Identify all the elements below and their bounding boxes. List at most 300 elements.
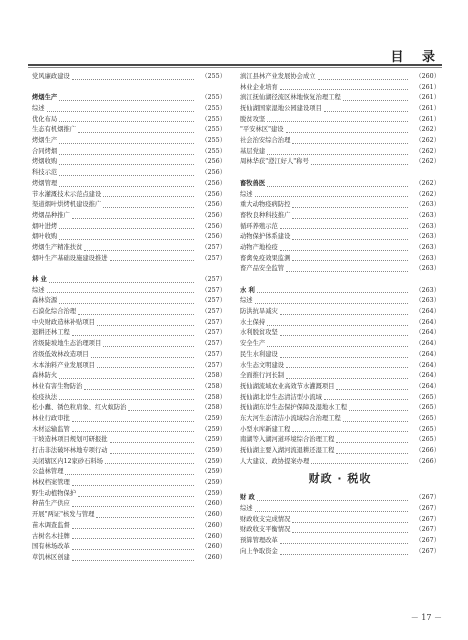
toc-entry[interactable] bbox=[240, 158, 440, 169]
toc-leader-dots bbox=[257, 292, 408, 293]
toc-entry-page: （262） bbox=[415, 190, 440, 198]
toc-entry[interactable] bbox=[240, 83, 440, 94]
toc-entry-title: 动物产地检疫 bbox=[240, 243, 278, 251]
toc-entry[interactable] bbox=[32, 296, 226, 307]
toc-entry-title: 草饥林区创建 bbox=[32, 553, 70, 561]
toc-section-heading[interactable] bbox=[240, 179, 440, 190]
toc-right-column bbox=[240, 72, 440, 558]
toc-leader-dots bbox=[59, 399, 194, 400]
toc-entry-title: 抚仙湖东岸生态保护保障及湿地水工程 bbox=[240, 404, 348, 412]
toc-entry-title: 滇江县林产业发展协会成立 bbox=[240, 72, 316, 80]
toc-entry-title: 烤烟收购 bbox=[32, 158, 58, 166]
toc-entry-page: （266） bbox=[415, 447, 440, 455]
toc-entry-title: 社会治安综合治理 bbox=[240, 137, 291, 145]
toc-entry[interactable] bbox=[240, 211, 440, 222]
toc-entry-page: （255） bbox=[201, 137, 226, 145]
toc-entry-title: 林业有害生物防治 bbox=[32, 382, 83, 390]
toc-entry[interactable] bbox=[240, 307, 440, 318]
toc-entry-page: （259） bbox=[201, 414, 226, 422]
toc-entry[interactable] bbox=[240, 243, 440, 254]
toc-entry[interactable] bbox=[32, 168, 226, 179]
toc-entry[interactable] bbox=[240, 446, 440, 457]
toc-entry-title: 打击非法破坏林地专项行动 bbox=[32, 447, 108, 455]
toc-entry-page: （255） bbox=[201, 94, 226, 102]
toc-entry[interactable] bbox=[32, 200, 226, 211]
toc-entry-page: （263） bbox=[415, 297, 440, 305]
toc-entry-page: （256） bbox=[201, 233, 226, 241]
toc-entry[interactable] bbox=[240, 190, 440, 201]
toc-leader-dots bbox=[59, 303, 194, 304]
toc-leader-dots bbox=[103, 196, 194, 197]
toc-leader-dots bbox=[267, 154, 408, 155]
toc-entry-title: 森林资源 bbox=[32, 297, 58, 305]
toc-leader-dots bbox=[267, 121, 408, 122]
toc-gap bbox=[240, 275, 440, 286]
toc-entry[interactable] bbox=[240, 536, 440, 547]
toc-entry[interactable] bbox=[240, 371, 440, 382]
toc-leader-dots bbox=[292, 207, 408, 208]
toc-entry-page: （259） bbox=[201, 489, 226, 497]
toc-entry-title: 木本油料产业发展项目 bbox=[32, 361, 95, 369]
toc-leader-dots bbox=[103, 346, 194, 347]
toc-entry[interactable] bbox=[240, 296, 440, 307]
toc-entry-title: 防洪抗旱减灾 bbox=[240, 308, 278, 316]
toc-entry-title: 畜禽免疫效果监测 bbox=[240, 254, 291, 262]
toc-leader-dots bbox=[280, 357, 408, 358]
toc-entry-title: 小型水库新建工程 bbox=[240, 425, 291, 433]
toc-entry-page: （255） bbox=[201, 126, 226, 134]
toc-entry-page: （263） bbox=[415, 233, 440, 241]
toc-entry[interactable] bbox=[240, 147, 440, 158]
toc-entry-page: （257） bbox=[201, 361, 226, 369]
toc-entry-title: 退耕还林工程 bbox=[32, 329, 70, 337]
toc-entry-page: （255） bbox=[201, 72, 226, 80]
toc-leader-dots bbox=[349, 410, 408, 411]
toc-leader-dots bbox=[286, 271, 408, 272]
toc-leader-dots bbox=[255, 511, 408, 512]
toc-entry[interactable] bbox=[32, 104, 226, 115]
toc-entry[interactable] bbox=[32, 457, 226, 468]
toc-entry-page: （263） bbox=[415, 243, 440, 251]
toc-entry-page: （259） bbox=[201, 436, 226, 444]
toc-leader-dots bbox=[280, 314, 408, 315]
toc-entry-page: （264） bbox=[415, 318, 440, 326]
toc-section-heading[interactable] bbox=[32, 275, 226, 286]
toc-section-heading[interactable] bbox=[240, 493, 440, 504]
toc-entry[interactable] bbox=[240, 125, 440, 136]
toc-leader-dots bbox=[257, 500, 408, 501]
toc-entry-page: （255） bbox=[201, 147, 226, 155]
toc-entry-page: （263） bbox=[415, 286, 440, 294]
toc-entry[interactable] bbox=[32, 318, 226, 329]
toc-leader-dots bbox=[59, 228, 194, 229]
toc-entry[interactable] bbox=[32, 232, 226, 243]
toc-leader-dots bbox=[324, 111, 408, 112]
toc-entry-page: （257） bbox=[201, 254, 226, 262]
toc-entry[interactable] bbox=[240, 318, 440, 329]
toc-entry-title: 烤烟生产 bbox=[32, 137, 58, 145]
toc-entry-title: 脱贫攻坚 bbox=[240, 115, 266, 123]
toc-entry[interactable] bbox=[32, 179, 226, 190]
toc-entry[interactable] bbox=[32, 532, 226, 543]
toc-section-heading[interactable] bbox=[240, 286, 440, 297]
toc-leader-dots bbox=[280, 89, 408, 90]
toc-entry[interactable] bbox=[32, 158, 226, 169]
toc-entry[interactable] bbox=[32, 286, 226, 297]
toc-entry[interactable] bbox=[240, 414, 440, 425]
toc-leader-dots bbox=[343, 421, 408, 422]
toc-leader-dots bbox=[59, 143, 194, 144]
toc-leader-dots bbox=[336, 389, 408, 390]
toc-entry-title: 烤烟生产 bbox=[32, 94, 58, 102]
toc-leader-dots bbox=[255, 196, 408, 197]
toc-entry[interactable] bbox=[240, 382, 440, 393]
toc-entry-title: 抚仙湖国家湿地公园建设项目 bbox=[240, 105, 322, 113]
toc-leader-dots bbox=[280, 250, 408, 251]
toc-entry-title: 畜牧良种科技推广 bbox=[240, 211, 291, 219]
toc-entry-title: 水利脱贫攻坚 bbox=[240, 329, 278, 337]
toc-entry-title: 优化布局 bbox=[32, 115, 58, 123]
toc-leader-dots bbox=[65, 474, 194, 475]
toc-entry-page: （267） bbox=[415, 526, 440, 534]
toc-entry-page: （255） bbox=[201, 115, 226, 123]
toc-entry[interactable] bbox=[240, 93, 440, 104]
toc-entry[interactable] bbox=[240, 254, 440, 265]
toc-leader-dots bbox=[78, 314, 194, 315]
toc-entry[interactable] bbox=[240, 526, 440, 537]
toc-entry-title: 财 政 bbox=[240, 494, 255, 502]
toc-entry[interactable] bbox=[32, 361, 226, 372]
toc-entry-page: （256） bbox=[201, 211, 226, 219]
toc-entry-title: 国有林场改革 bbox=[32, 543, 70, 551]
toc-entry-page: （260） bbox=[201, 553, 226, 561]
toc-entry[interactable] bbox=[240, 264, 440, 275]
toc-entry-page: （257） bbox=[201, 329, 226, 337]
toc-entry[interactable] bbox=[32, 115, 226, 126]
toc-leader-dots bbox=[267, 186, 408, 187]
toc-entry-page: （267） bbox=[415, 505, 440, 513]
toc-leader-dots bbox=[47, 292, 194, 293]
toc-entry-title: 关闭辖区内12家砂石料场 bbox=[32, 457, 103, 465]
toc-entry-title: 节水灌溉技术示范点建设 bbox=[32, 190, 102, 198]
toc-entry-page: （260） bbox=[201, 511, 226, 519]
header-rule bbox=[28, 64, 442, 66]
toc-leader-dots bbox=[72, 538, 194, 539]
toc-leader-dots bbox=[267, 346, 408, 347]
toc-entry[interactable] bbox=[32, 553, 226, 564]
toc-entry[interactable] bbox=[240, 393, 440, 404]
toc-entry-page: （257） bbox=[201, 297, 226, 305]
toc-leader-dots bbox=[292, 143, 408, 144]
toc-leader-dots bbox=[110, 453, 194, 454]
toc-entry-page: （258） bbox=[201, 404, 226, 412]
toc-entry[interactable] bbox=[32, 510, 226, 521]
toc-entry-page: （266） bbox=[415, 457, 440, 465]
toc-entry-page: （258） bbox=[201, 393, 226, 401]
toc-entry-title: 预算管理改革 bbox=[240, 537, 278, 545]
toc-leader-dots bbox=[47, 111, 194, 112]
toc-entry-page: （264） bbox=[415, 340, 440, 348]
toc-entry[interactable] bbox=[32, 521, 226, 532]
toc-entry[interactable] bbox=[240, 403, 440, 414]
toc-leader-dots bbox=[84, 389, 194, 390]
toc-leader-dots bbox=[280, 554, 408, 555]
toc-leader-dots bbox=[103, 207, 194, 208]
toc-entry-page: （263） bbox=[415, 201, 440, 209]
toc-entry-page: （263） bbox=[415, 254, 440, 262]
toc-entry[interactable] bbox=[240, 339, 440, 350]
toc-entry-title: 东大河生态清洁小流域综合治理工程 bbox=[240, 414, 341, 422]
toc-entry[interactable] bbox=[32, 190, 226, 201]
toc-entry-page: （267） bbox=[415, 515, 440, 523]
toc-entry[interactable] bbox=[32, 72, 226, 83]
toc-leader-dots bbox=[78, 132, 194, 133]
toc-entry-title: 抚仙湖北岸生态清洁型小流域 bbox=[240, 393, 322, 401]
toc-entry[interactable] bbox=[32, 350, 226, 361]
toc-entry-title: 科技示范 bbox=[32, 169, 58, 177]
toc-entry-page: （257） bbox=[201, 340, 226, 348]
toc-entry-page: （267） bbox=[415, 537, 440, 545]
toc-entry-title: 民生水利建设 bbox=[240, 350, 278, 358]
toc-leader-dots bbox=[286, 367, 408, 368]
toc-entry-title: 野生动植物保护 bbox=[32, 489, 77, 497]
toc-entry-page: （267） bbox=[415, 494, 440, 502]
toc-entry-title: 林业企业培育 bbox=[240, 83, 278, 91]
toc-leader-dots bbox=[72, 506, 194, 507]
toc-entry[interactable] bbox=[32, 243, 226, 254]
toc-entry[interactable] bbox=[32, 329, 226, 340]
toc-entry-page: （257） bbox=[201, 308, 226, 316]
toc-entry-title: 种苗生产供应 bbox=[32, 500, 70, 508]
toc-leader-dots bbox=[59, 175, 194, 176]
toc-gap bbox=[32, 264, 226, 275]
toc-leader-dots bbox=[336, 442, 408, 443]
toc-entry[interactable] bbox=[240, 232, 440, 243]
toc-entry-page: （264） bbox=[415, 361, 440, 369]
toc-entry-page: （256） bbox=[201, 158, 226, 166]
toc-entry[interactable] bbox=[240, 136, 440, 147]
toc-entry[interactable] bbox=[32, 211, 226, 222]
toc-entry-title: 省级低效林改造项目 bbox=[32, 350, 89, 358]
toc-entry-page: （260） bbox=[201, 521, 226, 529]
toc-leader-dots bbox=[84, 250, 194, 251]
toc-entry-title: 松小蠹、锈色粒肩象、红火蚁防治 bbox=[32, 404, 127, 412]
toc-entry-page: （258） bbox=[201, 372, 226, 380]
toc-section-heading[interactable] bbox=[32, 93, 226, 104]
toc-entry-title: 综述 bbox=[240, 505, 253, 513]
toc-leader-dots bbox=[128, 410, 194, 411]
toc-entry-title: 检疫执法 bbox=[32, 393, 58, 401]
toc-entry-title: 烤烟管理 bbox=[32, 179, 58, 187]
toc-leader-dots bbox=[286, 378, 408, 379]
toc-entry-page: （267） bbox=[415, 547, 440, 555]
toc-leader-dots bbox=[105, 463, 194, 464]
toc-entry[interactable] bbox=[32, 446, 226, 457]
toc-entry-page: （260） bbox=[201, 532, 226, 540]
toc-entry-title: 滇江抚仙湖径流区林地恢复治理工程 bbox=[240, 94, 341, 102]
toc-entry[interactable] bbox=[240, 350, 440, 361]
toc-leader-dots bbox=[97, 367, 194, 368]
toc-entry-page: （260） bbox=[201, 543, 226, 551]
toc-entry[interactable] bbox=[32, 403, 226, 414]
toc-leader-dots bbox=[72, 335, 194, 336]
toc-entry-page: （263） bbox=[415, 211, 440, 219]
toc-entry-title: 烟叶进烤 bbox=[32, 222, 58, 230]
toc-entry-title: 财政收支平衡情况 bbox=[240, 526, 291, 534]
toc-entry-page: （262） bbox=[415, 137, 440, 145]
toc-entry[interactable] bbox=[240, 115, 440, 126]
toc-entry[interactable] bbox=[240, 329, 440, 340]
toc-gap bbox=[32, 83, 226, 94]
toc-entry-page: （264） bbox=[415, 372, 440, 380]
toc-leader-dots bbox=[267, 325, 408, 326]
toc-leader-dots bbox=[59, 378, 194, 379]
toc-entry[interactable] bbox=[32, 307, 226, 318]
toc-entry-title: 渠道烟叶烘烤机建设推广 bbox=[32, 201, 102, 209]
toc-entry[interactable] bbox=[240, 222, 440, 233]
toc-entry[interactable] bbox=[32, 222, 226, 233]
toc-leader-dots bbox=[255, 303, 408, 304]
toc-entry[interactable] bbox=[240, 547, 440, 558]
toc-entry[interactable] bbox=[32, 339, 226, 350]
toc-entry[interactable] bbox=[32, 371, 226, 382]
toc-entry-title: 水土保持 bbox=[240, 318, 266, 326]
toc-entry[interactable] bbox=[32, 435, 226, 446]
toc-entry-page: （263） bbox=[415, 222, 440, 230]
toc-entry-page: （265） bbox=[415, 436, 440, 444]
toc-entry[interactable] bbox=[32, 136, 226, 147]
toc-entry-page: （257） bbox=[201, 350, 226, 358]
toc-leader-dots bbox=[72, 431, 194, 432]
toc-entry-title: 党风廉政建设 bbox=[32, 72, 70, 80]
toc-leader-dots bbox=[292, 431, 408, 432]
toc-leader-dots bbox=[59, 164, 194, 165]
toc-leader-dots bbox=[311, 463, 408, 464]
toc-entry[interactable] bbox=[240, 200, 440, 211]
toc-entry-title: 林权档案管理 bbox=[32, 479, 70, 487]
toc-entry-title: 烟叶生产基础设施建设推进 bbox=[32, 254, 108, 262]
toc-entry-page: （261） bbox=[415, 105, 440, 113]
toc-entry[interactable] bbox=[32, 489, 226, 500]
toc-leader-dots bbox=[72, 485, 194, 486]
toc-entry[interactable] bbox=[32, 254, 226, 265]
toc-entry-page: （263） bbox=[415, 265, 440, 273]
toc-entry[interactable] bbox=[32, 500, 226, 511]
toc-leader-dots bbox=[97, 325, 194, 326]
toc-leader-dots bbox=[292, 218, 408, 219]
toc-leader-dots bbox=[72, 421, 194, 422]
toc-entry-page: （259） bbox=[201, 479, 226, 487]
toc-entry[interactable] bbox=[240, 515, 440, 526]
toc-entry-page: （258） bbox=[201, 382, 226, 390]
toc-entry-page: （257） bbox=[201, 286, 226, 294]
header-title: 目 录 bbox=[390, 50, 442, 65]
toc-entry-title: 抚仙湖主要入湖河流退耕还湿工程 bbox=[240, 447, 335, 455]
page-number: － 17 － bbox=[410, 613, 442, 622]
toc-entry-page: （259） bbox=[201, 468, 226, 476]
toc-entry[interactable] bbox=[240, 425, 440, 436]
toc-entry-title: 林业行政审批 bbox=[32, 414, 70, 422]
toc-entry[interactable] bbox=[240, 435, 440, 446]
toc-entry-page: （264） bbox=[415, 329, 440, 337]
toc-entry-title: 合同烤烟 bbox=[32, 147, 58, 155]
toc-entry-page: （261） bbox=[415, 115, 440, 123]
toc-entry-page: （264） bbox=[415, 350, 440, 358]
toc-entry[interactable] bbox=[32, 467, 226, 478]
toc-entry-title: 木材运输监管 bbox=[32, 425, 70, 433]
toc-leader-dots bbox=[280, 228, 408, 229]
toc-entry-title: 水生态文明建设 bbox=[240, 361, 285, 369]
toc-entry-title: 生态有机烟推广 bbox=[32, 126, 77, 134]
toc-entry[interactable] bbox=[240, 104, 440, 115]
toc-entry-title: 重大动物疫病防控 bbox=[240, 201, 291, 209]
toc-entry-page: （257） bbox=[201, 243, 226, 251]
toc-entry[interactable] bbox=[240, 504, 440, 515]
toc-leader-dots bbox=[72, 560, 194, 561]
toc-leader-dots bbox=[336, 453, 408, 454]
toc-entry-page: （265） bbox=[415, 404, 440, 412]
toc-entry[interactable] bbox=[32, 382, 226, 393]
toc-leader-dots bbox=[280, 335, 408, 336]
toc-entry[interactable] bbox=[32, 478, 226, 489]
toc-leader-dots bbox=[343, 100, 408, 101]
toc-entry[interactable] bbox=[240, 457, 440, 468]
toc-entry[interactable] bbox=[32, 147, 226, 158]
toc-entry[interactable] bbox=[32, 542, 226, 553]
toc-leader-dots bbox=[59, 154, 194, 155]
toc-entry-title: 动物保护体系建设 bbox=[240, 233, 291, 241]
toc-leader-dots bbox=[91, 357, 194, 358]
toc-entry-title: 烟叶收购 bbox=[32, 233, 58, 241]
toc-entry-title: 周林华获"澄江好人"称号 bbox=[240, 158, 309, 166]
toc-entry-page: （265） bbox=[415, 393, 440, 401]
toc-entry-page: （261） bbox=[415, 83, 440, 91]
toc-entry-page: （262） bbox=[415, 158, 440, 166]
toc-entry[interactable] bbox=[32, 125, 226, 136]
toc-entry[interactable] bbox=[240, 72, 440, 83]
toc-entry-title: 森林防火 bbox=[32, 372, 58, 380]
toc-entry-title: 中央财政造林补贴项目 bbox=[32, 318, 95, 326]
toc-leader-dots bbox=[286, 132, 408, 133]
toc-entry-title: 抚仙湖流域农业高效节水灌溉项目 bbox=[240, 382, 335, 390]
toc-leader-dots bbox=[59, 121, 194, 122]
toc-entry-title: 烤烟生产精准扶贫 bbox=[32, 243, 83, 251]
toc-leader-dots bbox=[72, 549, 194, 550]
toc-entry-title: 石漠化综合治理 bbox=[32, 308, 77, 316]
toc-entry-page: （257） bbox=[201, 276, 226, 284]
toc-entry-page: （259） bbox=[201, 447, 226, 455]
toc-entry-page: （261） bbox=[415, 94, 440, 102]
finance-tax-section-heading: 财政 · 税收 bbox=[308, 472, 372, 486]
toc-entry-page: （259） bbox=[201, 425, 226, 433]
toc-entry[interactable] bbox=[32, 425, 226, 436]
toc-leader-dots bbox=[311, 164, 408, 165]
toc-entry-page: （265） bbox=[415, 425, 440, 433]
toc-leader-dots bbox=[72, 528, 194, 529]
toc-entry-page: （257） bbox=[201, 318, 226, 326]
toc-entry-title: 公益林管理 bbox=[32, 468, 64, 476]
toc-entry-title: 全面推行河长制 bbox=[240, 372, 285, 380]
toc-entry-title: 向上争取资金 bbox=[240, 547, 278, 555]
toc-entry[interactable] bbox=[32, 414, 226, 425]
toc-entry[interactable] bbox=[32, 393, 226, 404]
toc-entry-title: 综述 bbox=[32, 286, 45, 294]
toc-entry-title: 畜牧兽医 bbox=[240, 179, 266, 187]
toc-entry[interactable] bbox=[240, 361, 440, 372]
toc-gap bbox=[240, 168, 440, 179]
toc-leader-dots bbox=[110, 442, 194, 443]
toc-leader-dots bbox=[59, 186, 194, 187]
